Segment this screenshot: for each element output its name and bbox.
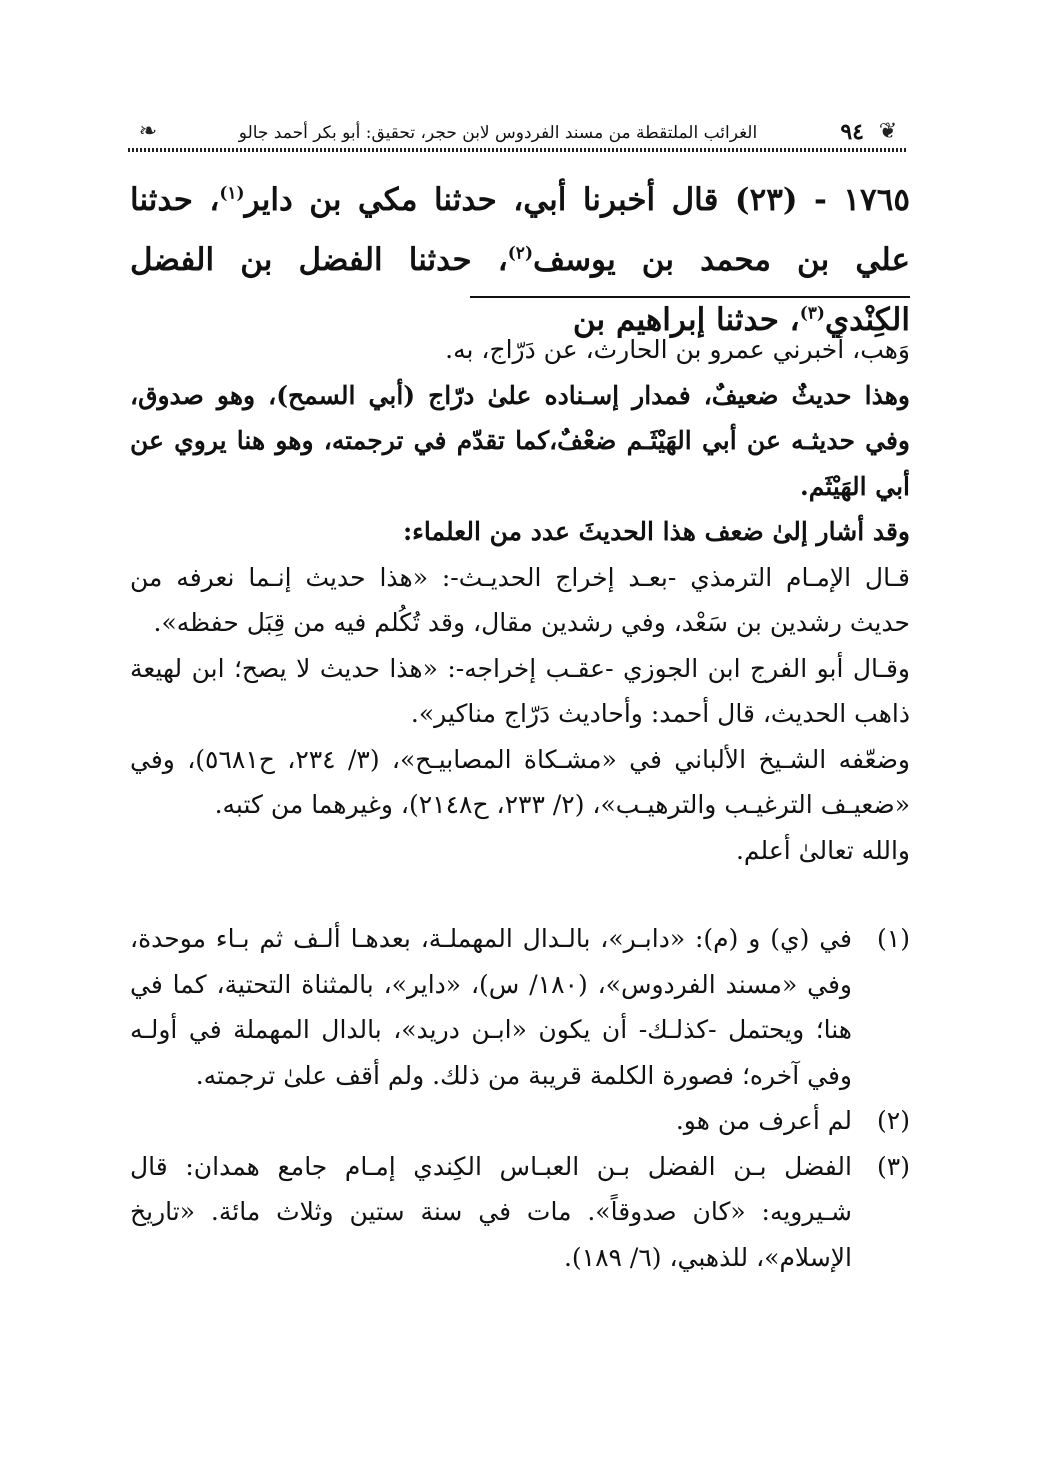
hadith-paragraph (130, 170, 910, 350)
header-ornament-left-icon: ❧ (138, 119, 158, 144)
hadith-text-part: ، حدثنا إبراهيم بن (572, 302, 800, 338)
hadith-text (130, 170, 910, 350)
footnote-1 (130, 916, 910, 1098)
footnote-text: لم أعرف من هو. (675, 1106, 852, 1135)
footnote-number: (٣) (877, 1151, 910, 1181)
footnote-text: في (ي) و (م): «دابـر»، بالـدال المهملـة، بعدهـا ألـف ثم بـاء موحدة، وفي «مسند الفردوس»، (١٨٠/ س)، «داير»، بالمثناة التحتية، كما في هنا؛ ويحتمل -كذلـك- أن يكون «ابـن دريد»، بالدال المهملة في أولـه وفي آخره؛ فصورة الكلمة قريبة من ذلك. ولم أقف علىٰ ترجمته. (130, 924, 853, 1090)
running-title: الغرائب الملتقطة من مسند الفردوس لابن حجر، تحقيق: أبو بكر أحمد جالو (238, 123, 758, 143)
footnote-number: (٢) (877, 1106, 910, 1135)
footnote-2 (130, 1098, 910, 1144)
commentary-paragraph: وَهب، أخبرني عمرو بن الحارث، عن دَرّاج، به. (445, 335, 910, 364)
header-rule (128, 148, 908, 152)
footnote-ref-3: (٣) (799, 303, 825, 324)
hadith-text-part: ، حدثنا الفضل بن الفضل الكِنْدي (130, 242, 910, 338)
hadith-text-part: ، حدثنا علي بن محمد بن يوسف (130, 182, 910, 278)
footnote-3 (130, 1144, 910, 1281)
hadith-number: ١٧٦٥ - (٢٣) (734, 182, 911, 218)
page-number: ٩٤ (840, 119, 864, 145)
commentary-paragraph: والله تعالىٰ أعلم. (735, 835, 910, 865)
footnote-ref-1: (١) (219, 183, 245, 204)
commentary-paragraph: قـال الإمـام الترمذي -بعـد إخراج الحديـث-: «هذا حديث إنـما نعرفه من حديث رشدين بن سَعْد، وفي رشدين مقال، وقد تُكُلم فيه من قِبَل حفظه». (130, 562, 910, 637)
footnote-number: (١) (877, 924, 910, 953)
footnote-ref-2: (٢) (507, 243, 533, 264)
commentary-paragraph: وضعّفه الشـيخ الألباني في «مشـكاة المصابيـح»، (٣/ ٢٣٤، ح٥٦٨١)، وفي «ضعيـف الترغيـب والترهيـب»، (٢/ ٢٣٣، ح٢١٤٨)، وغيرهما من كتبه. (130, 744, 910, 819)
commentary-paragraph: وهذا حديثٌ ضعيفٌ، فمدار إسـناده علىٰ درّاج (أبي السمح)، وهو صدوق، وفي حديثـه عن أبي الهَيْثَـم ضعْفٌ،كما تقدّم في ترجمته، وهو هنا يروي عن أبي الهَيْثَم. (130, 380, 910, 501)
text-separator-line (470, 296, 910, 298)
footnote-text: الفضل بـن الفضل بـن العبـاس الكِندي إمـام جامع همدان: قال شـيرويه: «كان صدوقاً». مات في سنة ستين وثلاث مائة. «تاريخ الإسلام»، للذهبي، (٦/ ١٨٩). (130, 1151, 852, 1272)
footnotes (130, 916, 910, 1280)
header-ornament-right-icon: ❦ (878, 119, 898, 144)
page-header (128, 118, 908, 152)
commentary (130, 327, 910, 873)
hadith-text-part: قال أخبرنا أبي، حدثنا مكي بن داير (244, 182, 735, 218)
commentary-paragraph: وقد أشار إلىٰ ضعف هذا الحديثَ عدد من العلماء: (402, 517, 910, 546)
commentary-paragraph: وقـال أبو الفرج ابن الجوزي -عقـب إخراجه-: «هذا حديث لا يصح؛ ابن لهيعة ذاهب الحديث، قال أحمد: وأحاديث دَرّاج مناكير». (130, 653, 910, 728)
